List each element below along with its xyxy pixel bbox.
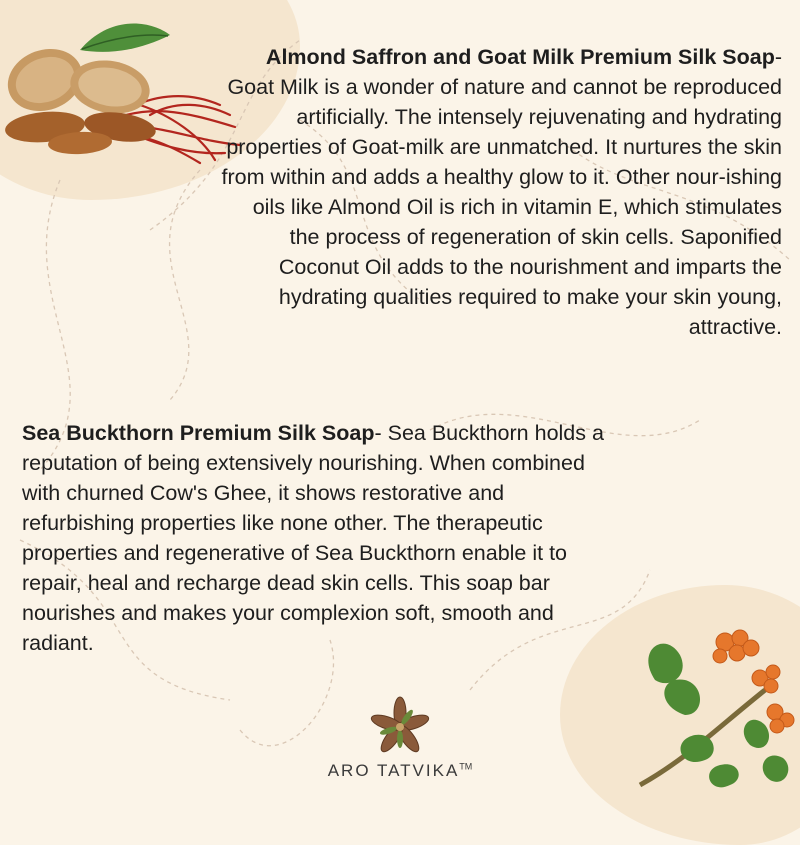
product-1-paragraph xyxy=(220,42,782,342)
trademark-symbol: TM xyxy=(459,761,473,772)
brand-name: ARO TATVIKA™ xyxy=(327,761,473,780)
product-2-name: Sea Buckthorn Premium Silk Soap xyxy=(22,421,375,445)
product-1-name: Almond Saffron and Goat Milk Premium Silk Soap xyxy=(265,45,775,69)
product-1-description: - Goat Milk is a wonder of nature and cannot be reproduced artificially. The intensely rejuvenating and hydrating properties of Goat-milk are unmatched. It nurtures the skin from within and adds a healthy glow to it. Other nour-ishing oils like Almond Oil is rich in vitamin E, which stimulates the process of regeneration of skin cells. Saponified Coconut Oil adds to the nourishment and imparts the hydrating qualities required to make your skin young, attractive. xyxy=(221,45,782,339)
almond-saffron-illustration xyxy=(0,15,250,165)
product-2-description: - Sea Buckthorn holds a reputation of being extensively nourishing. When combined with churned Cow's Ghee, it shows restorative and refurbishing properties like none other. The therapeutic properties and regenerative of Sea Buckthorn enable it to repair, heal and recharge dead skin cells. This soap bar nourishes and makes your complexion soft, smooth and radiant. xyxy=(22,421,604,655)
brand-logo xyxy=(320,695,480,790)
star-anise-logo-icon xyxy=(365,695,435,757)
leaf-shape xyxy=(80,24,170,52)
almonds xyxy=(0,39,158,156)
product-2-paragraph xyxy=(22,418,622,658)
sea-buckthorn-illustration xyxy=(625,620,800,795)
